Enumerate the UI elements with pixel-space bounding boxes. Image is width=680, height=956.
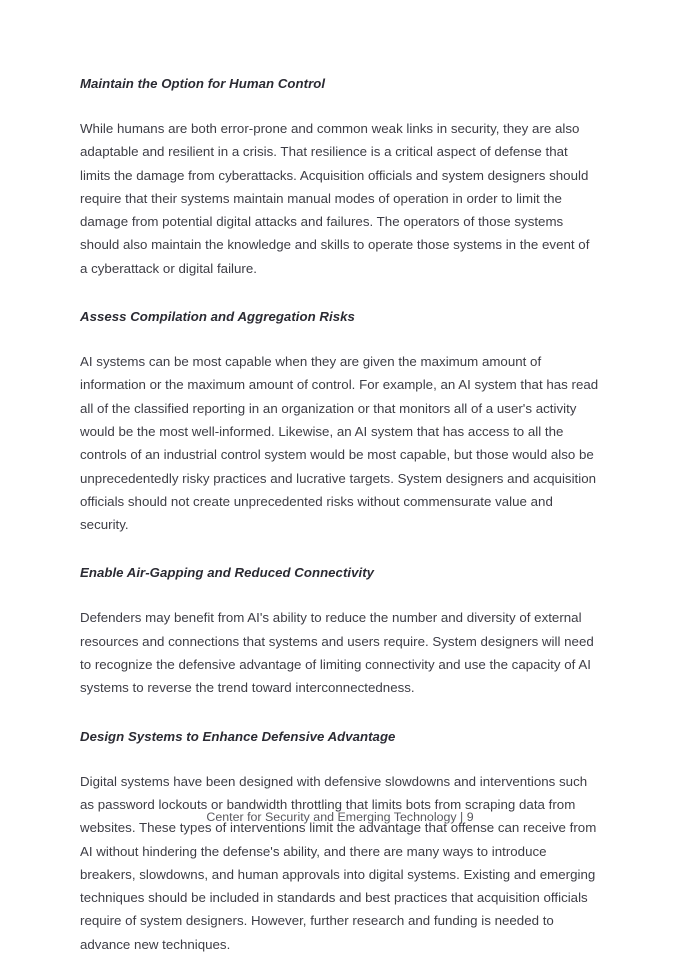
page-footer: Center for Security and Emerging Technology | 9 bbox=[206, 810, 474, 824]
section-heading: Assess Compilation and Aggregation Risks bbox=[80, 309, 355, 325]
section-heading: Maintain the Option for Human Control bbox=[80, 76, 326, 91]
section-human-control bbox=[80, 74, 600, 280]
section-body-paragraph: While humans are both error-prone and common weak links in security, they are also adaptable and resilient in a crisis. That resilience is a critical aspect of defense that limits the damage from cyberattacks. Acquisition officials and system designers should require that their systems maintain manual modes of operation in order to limit the damage from potential digital attacks and failures. The operators of those systems should also maintain the knowledge and skills to operate those systems in the event of a cyberattack or digital failure. bbox=[80, 121, 590, 276]
section-air-gapping-connectivity bbox=[80, 563, 600, 699]
section-heading: Enable Air-Gapping and Reduced Connectivity bbox=[80, 565, 375, 581]
section-body-paragraph: Defenders may benefit from AI's ability to reduce the number and diversity of external resources and connections that systems and users require. System designers will need to recognize the defensive advantage of limiting connectivity and use the capacity of AI systems to reverse the trend toward interconnectedness. bbox=[80, 610, 594, 696]
section-compilation-aggregation-risks bbox=[80, 307, 600, 536]
section-heading: Design Systems to Enhance Defensive Advantage bbox=[80, 728, 396, 744]
section-body-paragraph: AI systems can be most capable when they are given the maximum amount of information or the maximum amount of control. For example, an AI system that has read all of the classified reporting in an organization or that monitors all of a user's activity would be the most well-informed. Likewise, an AI system that has access to all the controls of an industrial control system would be most capable, but those would also be unprecedentedly risky practices and lucrative targets. System designers and acquisition officials should not create unprecedented risks without commensurate value and security. bbox=[80, 354, 599, 533]
section-defensive-advantage bbox=[80, 727, 600, 956]
section-body-paragraph: Digital systems have been designed with defensive slowdowns and interventions such as password lockouts or bandwidth throttling that limits bots from scraping data from websites. These types of interventions limit the advantage that offense can receive from AI without hindering the defense's ability, and there are many ways to introduce breakers, slowdowns, and human approvals into digital systems. Existing and emerging techniques should be included in standards and best practices that acquisition officials require of system designers. However, further research and funding is needed to advance new techniques. bbox=[80, 773, 597, 952]
